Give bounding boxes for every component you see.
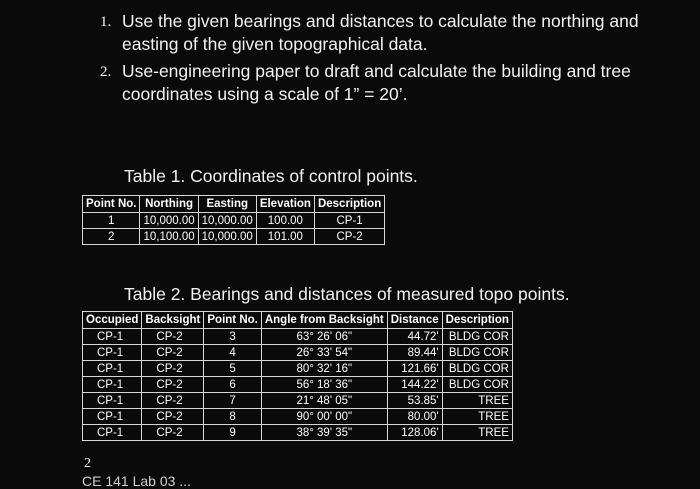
table-cell: BLDG COR [442,329,512,345]
table-cell: 56° 18' 36" [261,377,387,393]
table-cell: 10,000.00 [140,213,198,229]
table-cell: 21° 48' 05" [261,393,387,409]
table-cell: 10,100.00 [140,229,198,245]
table-cell: 4 [204,345,261,361]
table-cell: 38° 39' 35" [261,425,387,441]
table-cell: 5 [204,361,261,377]
column-header: Backsight [142,312,204,329]
table-cell: 101.00 [256,229,314,245]
table-cell: CP-2 [142,345,204,361]
column-header: Point No. [204,312,261,329]
column-header: Northing [140,196,198,213]
table-cell: BLDG COR [442,345,512,361]
table-cell: 144.22' [387,377,442,393]
table-cell: CP-1 [83,345,142,361]
table-cell: 2 [83,229,140,245]
column-header: Distance [387,312,442,329]
table2-caption: Table 2. Bearings and distances of measured topo points. [124,284,570,304]
table-cell: CP-2 [142,393,204,409]
table-row [83,213,385,229]
table-cell: 6 [204,377,261,393]
table-cell: 80.00' [387,409,442,425]
table-cell: TREE [442,425,512,441]
table-cell: TREE [442,393,512,409]
column-header: Easting [198,196,256,213]
cutoff-next-line: CE 141 Lab 03 ... [82,473,191,489]
table-cell: 3 [204,329,261,345]
instruction-item [100,10,680,56]
table-cell: 8 [204,409,261,425]
table-cell: 10,000.00 [198,213,256,229]
table-cell: TREE [442,409,512,425]
table-cell: CP-1 [314,213,384,229]
column-header: Angle from Backsight [261,312,387,329]
table-header-row [83,196,385,213]
table-cell: CP-2 [142,329,204,345]
instruction-item [100,60,680,106]
table-cell: 128.06' [387,425,442,441]
column-header: Point No. [83,196,140,213]
table-cell: CP-1 [83,409,142,425]
instructions-list [100,10,680,110]
table-row [83,393,513,409]
table-cell: 89.44' [387,345,442,361]
page-number: 2 [84,456,91,471]
table-cell: CP-1 [83,425,142,441]
table-row [83,345,513,361]
table-cell: BLDG COR [442,377,512,393]
table-row [83,229,385,245]
table-cell: 26° 33' 54" [261,345,387,361]
table-cell: CP-2 [142,425,204,441]
column-header: Occupied [83,312,142,329]
table-cell: 90° 00' 00" [261,409,387,425]
table-cell: CP-1 [83,393,142,409]
topo-points-table [82,311,513,441]
table-cell: CP-1 [83,361,142,377]
table-header-row [83,312,513,329]
instruction-text: Use the given bearings and distances to calculate the northing and easting of the given topographical data. [122,11,639,54]
table-cell: 1 [83,213,140,229]
table-cell: 7 [204,393,261,409]
table-row [83,329,513,345]
table-row [83,409,513,425]
control-points-table [82,195,385,245]
table-body [83,329,513,441]
table-cell: 80° 32' 16" [261,361,387,377]
table-cell: CP-2 [142,361,204,377]
table-cell: CP-2 [314,229,384,245]
column-header: Description [314,196,384,213]
table-cell: 63° 26' 06" [261,329,387,345]
table-row [83,425,513,441]
column-header: Description [442,312,512,329]
table-cell: 9 [204,425,261,441]
table-cell: CP-2 [142,409,204,425]
table-row [83,377,513,393]
table-cell: CP-2 [142,377,204,393]
table-cell: 53.85' [387,393,442,409]
instruction-number: 1. [100,14,112,30]
instruction-number: 2. [100,64,112,80]
table-cell: BLDG COR [442,361,512,377]
table-cell: 10,000.00 [198,229,256,245]
table-cell: CP-1 [83,377,142,393]
table-cell: 44.72' [387,329,442,345]
table-cell: 100.00 [256,213,314,229]
column-header: Elevation [256,196,314,213]
table-cell: 121.66' [387,361,442,377]
table1-caption: Table 1. Coordinates of control points. [124,166,418,186]
table-cell: CP-1 [83,329,142,345]
table-row [83,361,513,377]
instruction-text: Use-engineering paper to draft and calculate the building and tree coordinates using a scale of 1” = 20’. [122,61,631,104]
